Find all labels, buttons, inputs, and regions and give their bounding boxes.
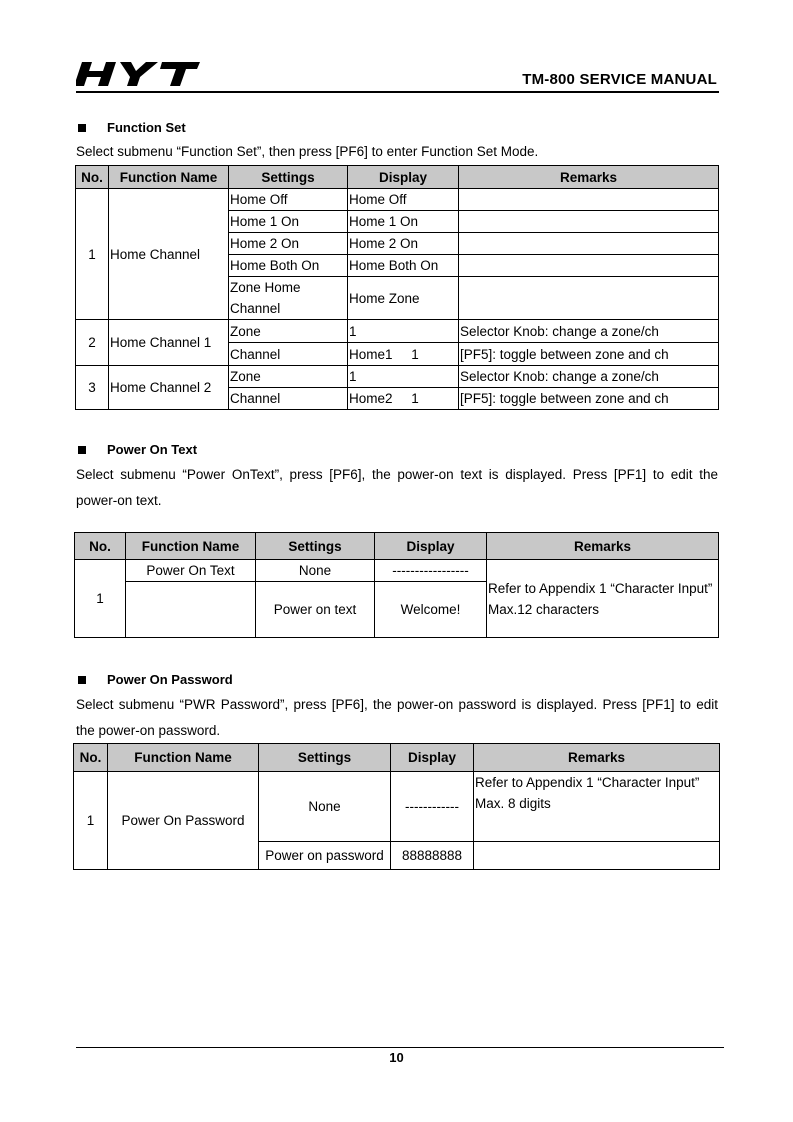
column-header-no: No. — [74, 744, 108, 772]
column-header-remarks: Remarks — [474, 744, 720, 772]
section-title-power-on-password — [78, 672, 233, 687]
cell-settings: Power on password — [259, 842, 391, 870]
column-header-no: No. — [76, 166, 109, 189]
column-header-no: No. — [75, 533, 126, 560]
cell-display: Welcome! — [375, 582, 487, 638]
column-header-function-name: Function Name — [109, 166, 229, 189]
column-header-function-name: Function Name — [126, 533, 256, 560]
section-description: Select submenu “Power OnText”, press [PF6], the power-on text is displayed. Press [PF1] to edit the power-on text. — [76, 467, 718, 508]
cell-display: Home Off — [348, 189, 459, 211]
table-row — [76, 366, 719, 388]
cell-remarks — [474, 842, 720, 870]
section-title-text: Function Set — [107, 120, 186, 135]
cell-function-name-empty — [126, 582, 256, 638]
column-header-remarks: Remarks — [459, 166, 719, 189]
header-divider — [76, 91, 719, 93]
cell-function-name: Power On Text — [126, 560, 256, 582]
cell-remarks: Selector Knob: change a zone/ch — [459, 366, 719, 388]
cell-settings: None — [256, 560, 375, 582]
power-on-password-table — [73, 743, 720, 870]
footer-divider — [76, 1047, 724, 1048]
square-bullet-icon — [78, 676, 86, 684]
cell-no: 3 — [76, 366, 109, 410]
cell-remarks: [PF5]: toggle between zone and ch — [459, 388, 719, 410]
cell-remarks — [459, 233, 719, 255]
cell-settings: Power on text — [256, 582, 375, 638]
section-description: Select submenu “PWR Password”, press [PF6], the power-on password is displayed. Press [PF1] to edit the power-on password. — [76, 697, 718, 738]
column-header-settings: Settings — [229, 166, 348, 189]
column-header-remarks: Remarks — [487, 533, 719, 560]
cell-remarks: Refer to Appendix 1 “Character Input” Max. 8 digits — [474, 772, 720, 842]
cell-no: 2 — [76, 320, 109, 366]
cell-display: Home 2 On — [348, 233, 459, 255]
table-row — [75, 560, 719, 582]
cell-remarks — [459, 255, 719, 277]
cell-display: Home2 1 — [348, 388, 459, 410]
cell-no: 1 — [75, 560, 126, 638]
cell-remarks — [459, 189, 719, 211]
cell-settings: Zone Home Channel — [229, 277, 348, 320]
column-header-settings: Settings — [256, 533, 375, 560]
table-row — [74, 772, 720, 842]
cell-settings: Home 2 On — [229, 233, 348, 255]
cell-display: ----------------- — [375, 560, 487, 582]
column-header-settings: Settings — [259, 744, 391, 772]
table-row — [76, 320, 719, 343]
section-title-power-on-text — [78, 442, 197, 457]
cell-display: 1 — [348, 366, 459, 388]
cell-display: Home1 1 — [348, 343, 459, 366]
function-set-table — [75, 165, 719, 410]
cell-remarks — [459, 277, 719, 320]
cell-function-name: Home Channel 1 — [109, 320, 229, 366]
cell-settings: None — [259, 772, 391, 842]
table-row — [76, 189, 719, 211]
cell-settings: Home 1 On — [229, 211, 348, 233]
cell-settings: Home Both On — [229, 255, 348, 277]
cell-no: 1 — [74, 772, 108, 870]
cell-display: Home Zone — [348, 277, 459, 320]
cell-function-name: Power On Password — [108, 772, 259, 870]
cell-remarks — [459, 211, 719, 233]
document-title: TM-800 SERVICE MANUAL — [522, 71, 717, 88]
cell-display: 1 — [348, 320, 459, 343]
column-header-function-name: Function Name — [108, 744, 259, 772]
section-title-function-set — [78, 120, 186, 135]
cell-display: ------------ — [391, 772, 474, 842]
cell-display: Home 1 On — [348, 211, 459, 233]
cell-function-name: Home Channel 2 — [109, 366, 229, 410]
cell-settings: Channel — [229, 343, 348, 366]
column-header-display: Display — [375, 533, 487, 560]
page-number: 10 — [389, 1050, 404, 1065]
cell-remarks: Selector Knob: change a zone/ch — [459, 320, 719, 343]
cell-function-name: Home Channel — [109, 189, 229, 320]
cell-display: Home Both On — [348, 255, 459, 277]
cell-settings: Home Off — [229, 189, 348, 211]
square-bullet-icon — [78, 446, 86, 454]
square-bullet-icon — [78, 124, 86, 132]
section-title-text: Power On Text — [107, 442, 198, 457]
cell-settings: Zone — [229, 320, 348, 343]
hyt-logo — [76, 60, 200, 88]
section-description: Select submenu “Function Set”, then press [PF6] to enter Function Set Mode. — [76, 144, 539, 159]
column-header-display: Display — [391, 744, 474, 772]
power-on-text-table — [74, 532, 719, 638]
section-title-text: Power On Password — [107, 672, 233, 687]
cell-remarks: Refer to Appendix 1 “Character Input” Max.12 characters — [487, 560, 719, 638]
cell-remarks: [PF5]: toggle between zone and ch — [459, 343, 719, 366]
cell-settings: Channel — [229, 388, 348, 410]
column-header-display: Display — [348, 166, 459, 189]
cell-no: 1 — [76, 189, 109, 320]
cell-settings: Zone — [229, 366, 348, 388]
cell-display: 88888888 — [391, 842, 474, 870]
